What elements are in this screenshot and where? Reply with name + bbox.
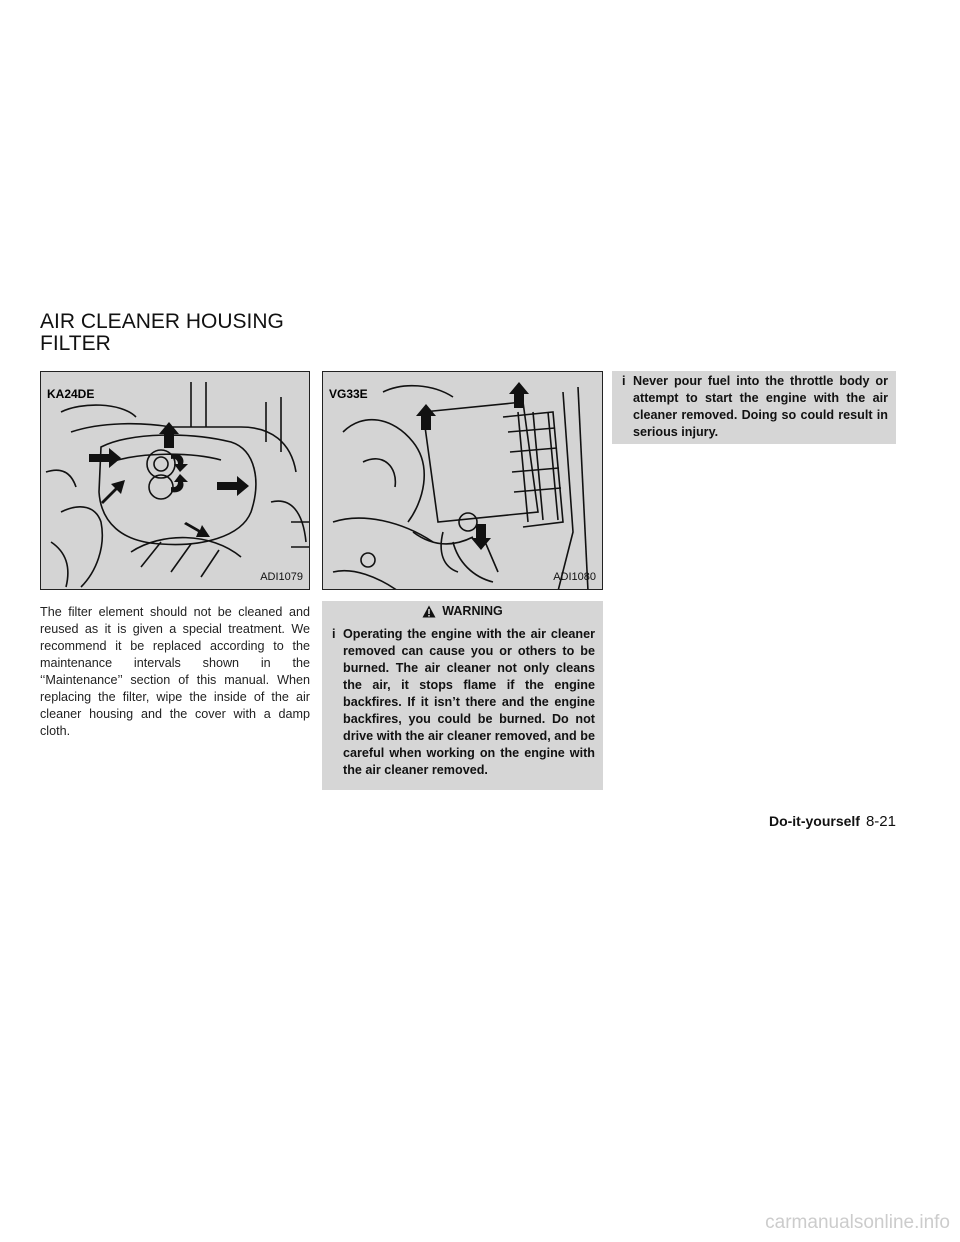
section-title-line-1: AIR CLEANER HOUSING	[40, 310, 284, 333]
warning-item-text: Never pour fuel into the throttle body or attempt to start the engine with the air cleaner removed. Doing so could result in serious injury.	[633, 374, 888, 439]
page-number: 8-21	[865, 813, 896, 830]
figure-code: ADI1079	[260, 571, 303, 583]
bullet-icon: i	[332, 627, 336, 641]
figure-vg33e-engine	[322, 371, 603, 590]
footer-section-name: Do-it-yourself	[768, 813, 860, 829]
warning-panel-2	[612, 371, 896, 444]
watermark	[0, 1212, 960, 1234]
figure-ka24de-engine	[40, 371, 310, 590]
section-title-line-2: FILTER	[40, 332, 111, 355]
warning-item-text: Operating the engine with the air cleaner removed can cause you or others to be burned. The air cleaner not only cleans the air, it stops flame if the engine backfires. If it isn’t there and the engine backfires, you could be burned. Do not drive with the air cleaner removed, and be careful when working on the engine with the air cleaner removed.	[343, 627, 595, 777]
body-paragraph: The filter element should not be cleaned and reused as it is given a special treatment. We recommend it be replaced according to the maintenance intervals shown in the ‘‘Maintenance’’ section of this manual. When replacing the filter, wipe the inside of the air cleaner housing and the cover with a damp cloth.	[40, 605, 310, 738]
watermark-text: carmanualsonline.info	[765, 1212, 950, 1233]
warning-item	[332, 626, 595, 779]
warning-item	[622, 373, 888, 441]
bullet-icon: i	[622, 374, 626, 388]
warning-heading: WARNING	[442, 604, 503, 618]
warning-panel-1	[322, 621, 603, 790]
engine-model-label: KA24DE	[47, 387, 95, 401]
engine-model-label: VG33E	[329, 387, 368, 401]
warning-triangle-icon	[422, 605, 436, 618]
engine-illustration-vg33e	[323, 372, 603, 590]
warning-heading-bar	[322, 601, 603, 621]
page-footer	[756, 813, 896, 830]
engine-illustration-ka24de	[41, 372, 310, 590]
figure-code: ADI1080	[553, 571, 596, 583]
section-title	[40, 311, 400, 355]
